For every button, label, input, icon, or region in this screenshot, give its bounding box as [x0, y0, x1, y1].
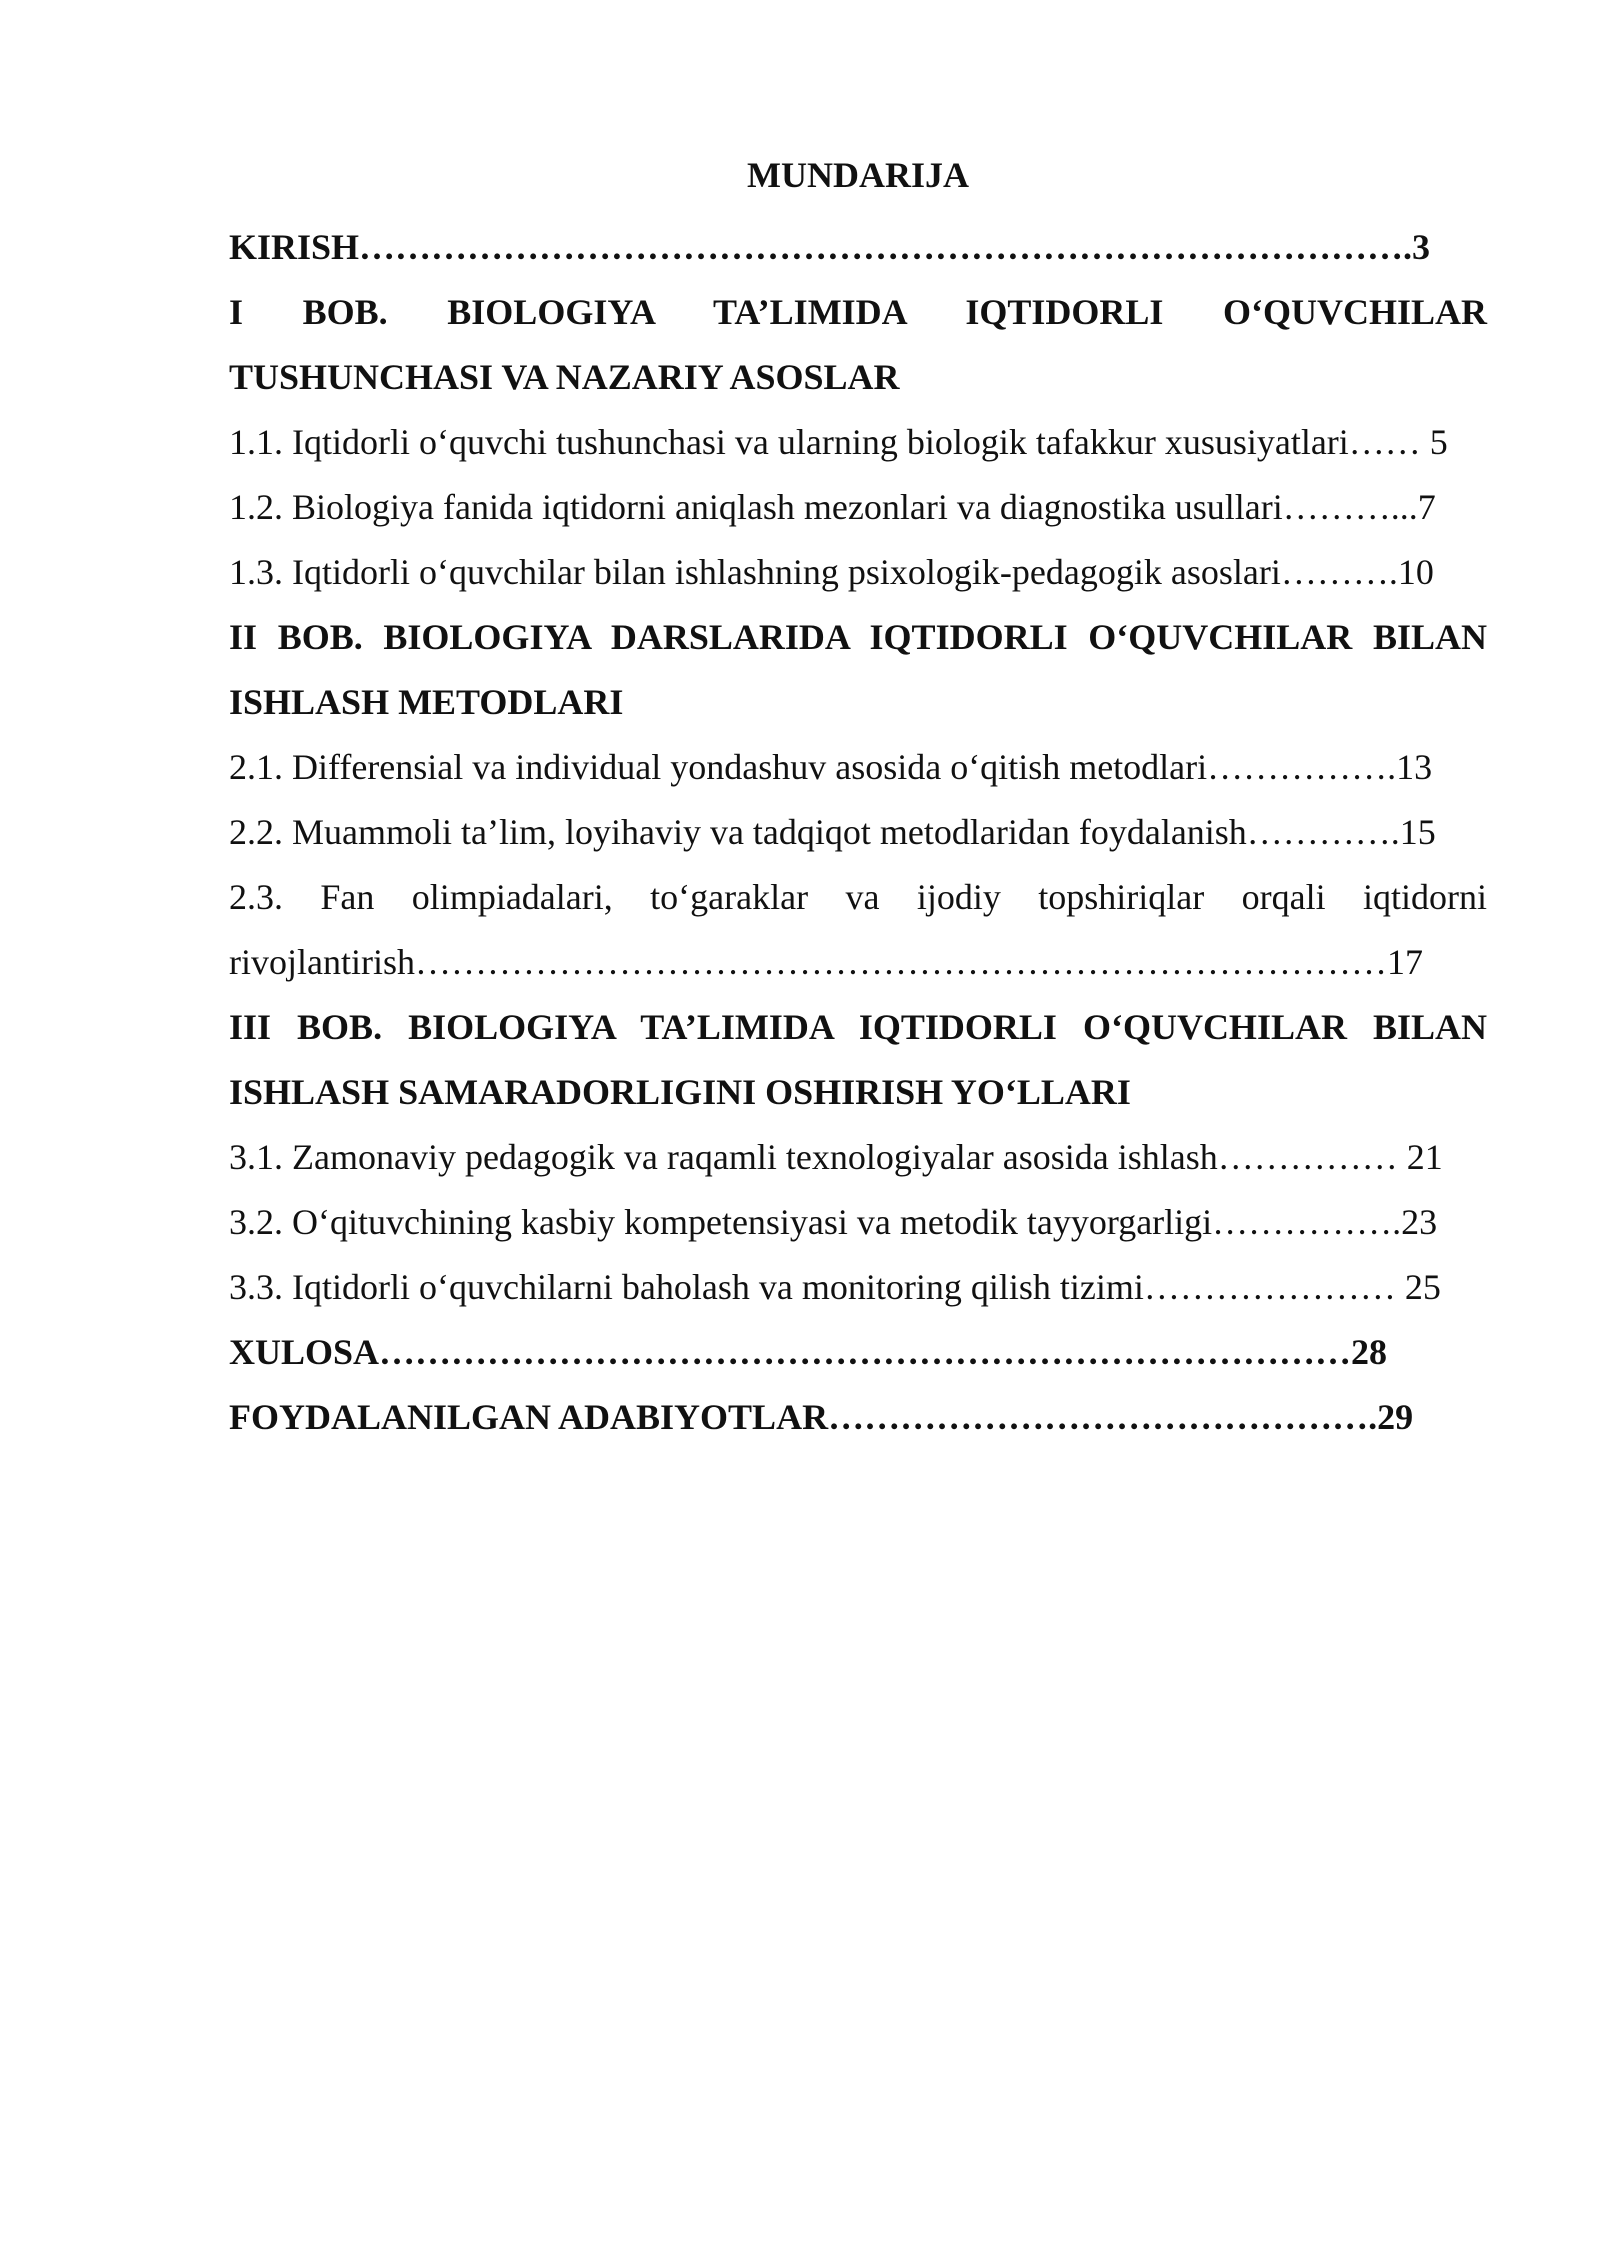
- page-title: MUNDARIJA: [747, 155, 969, 195]
- toc-chapter-3: III BOB. BIOLOGIYA TA’LIMIDA IQTIDORLI O‘QUVCHILAR BILAN ISHLASH SAMARADORLIGINI OSHIRISH YO‘LLARI: [229, 1007, 1487, 1112]
- toc-section-3-3: 3.3. Iqtidorli o‘quvchilarni baholash va monitoring qilish tizimi………………… 25: [229, 1267, 1441, 1307]
- toc-section-3-1: 3.1. Zamonaviy pedagogik va raqamli texnologiyalar asosida ishlash…………… 21: [229, 1137, 1443, 1177]
- toc-section-2-2: 2.2. Muammoli ta’lim, loyihaviy va tadqiqot metodlaridan foydalanish………….15: [229, 812, 1436, 852]
- toc-entry-references: FOYDALANILGAN ADABIYOTLAR……………………………………….29: [229, 1397, 1414, 1437]
- toc-chapter-1: I BOB. BIOLOGIYA TA’LIMIDA IQTIDORLI O‘QUVCHILAR TUSHUNCHASI VA NAZARIY ASOSLAR: [229, 292, 1487, 397]
- toc-section-1-2: 1.2. Biologiya fanida iqtidorni aniqlash mezonlari va diagnostika usullari………...7: [229, 487, 1436, 527]
- toc-section-1-1: 1.1. Iqtidorli o‘quvchi tushunchasi va ularning biologik tafakkur xususiyatlari…… 5: [229, 422, 1448, 462]
- toc-section-2-1: 2.1. Differensial va individual yondashuv asosida o‘qitish metodlari…………….13: [229, 747, 1433, 787]
- toc-section-1-3: 1.3. Iqtidorli o‘quvchilar bilan ishlashning psixologik-pedagogik asoslari……….10: [229, 552, 1434, 592]
- toc-entry-kirish: KIRISH…………………………………………………………………………….3: [229, 227, 1431, 267]
- toc-section-3-2: 3.2. O‘qituvchining kasbiy kompetensiyasi va metodik tayyorgarligi…………….23: [229, 1202, 1438, 1242]
- toc-chapter-2: II BOB. BIOLOGIYA DARSLARIDA IQTIDORLI O‘QUVCHILAR BILAN ISHLASH METODLARI: [229, 617, 1487, 722]
- toc-entry-xulosa: XULOSA………………………………………………………………………28: [229, 1332, 1388, 1372]
- table-of-contents: [229, 215, 1487, 1450]
- toc-section-2-3: 2.3. Fan olimpiadalari, to‘garaklar va ijodiy topshiriqlar orqali iqtidorni rivojlantirish………………………………………………………………………17: [229, 877, 1487, 982]
